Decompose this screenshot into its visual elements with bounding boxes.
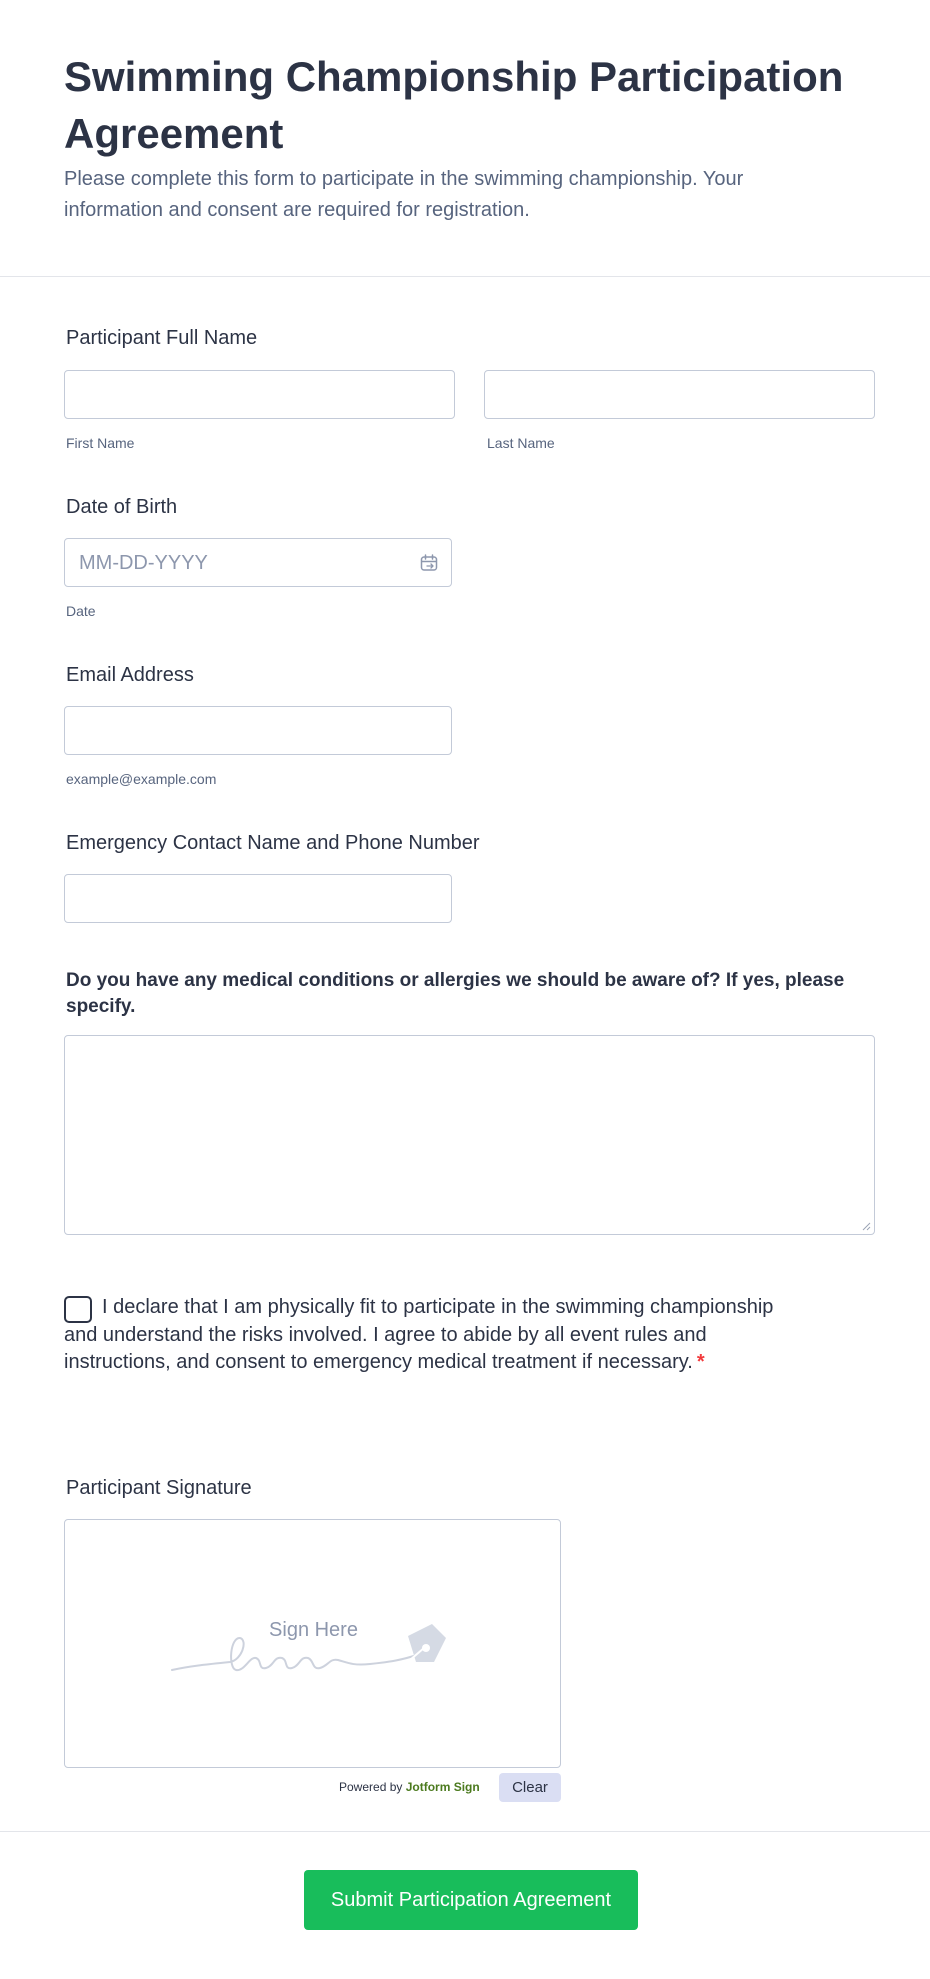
- declaration-text: [64, 1294, 804, 1377]
- first-name-input[interactable]: [64, 370, 455, 419]
- medical-conditions-textarea[interactable]: [64, 1035, 875, 1235]
- emergency-contact-input[interactable]: [64, 874, 452, 923]
- dob-sublabel: Date: [66, 603, 96, 619]
- signature-scribble-icon: [170, 1618, 460, 1698]
- last-name-sublabel: Last Name: [487, 435, 555, 451]
- required-asterisk: *: [696, 1351, 705, 1373]
- dob-input[interactable]: [64, 538, 452, 587]
- form-header: [0, 0, 930, 277]
- powered-by: [339, 1779, 480, 1795]
- pen-nib-icon: [408, 1624, 446, 1662]
- resize-handle-icon[interactable]: [861, 1221, 871, 1231]
- submit-button[interactable]: Submit Participation Agreement: [304, 1870, 638, 1930]
- page-title: Swimming Championship Participation Agreement: [64, 53, 844, 157]
- clear-signature-button[interactable]: Clear: [499, 1773, 561, 1802]
- sign-here-placeholder: Sign Here: [269, 1619, 358, 1641]
- email-sublabel: example@example.com: [66, 771, 217, 787]
- email-input[interactable]: [64, 706, 452, 755]
- jotform-sign-brand: Jotform Sign: [405, 1780, 480, 1794]
- emergency-contact-label: Emergency Contact Name and Phone Number: [66, 832, 480, 854]
- powered-by-text: Powered by: [339, 1780, 403, 1794]
- page-subtitle: Please complete this form to participate in the swimming championship. Your information and consent are required for registration.: [64, 168, 744, 221]
- first-name-sublabel: First Name: [66, 435, 135, 451]
- signature-label: Participant Signature: [66, 1477, 252, 1499]
- dob-label: Date of Birth: [66, 496, 178, 518]
- medical-conditions-label: Do you have any medical conditions or allergies we should be aware of? If yes, please specify.: [66, 970, 845, 1017]
- dob-placeholder: MM-DD-YYYY: [79, 552, 208, 574]
- calendar-icon[interactable]: [420, 554, 438, 572]
- signature-pad[interactable]: [64, 1519, 561, 1768]
- declaration-label: I declare that I am physically fit to participate in the swimming championship and understand the risks involved. I agree to abide by all event rules and instructions, and consent to emergency medical treatment if necessary.: [64, 1296, 774, 1373]
- email-label: Email Address: [66, 664, 194, 686]
- full-name-label: Participant Full Name: [66, 327, 258, 349]
- last-name-input[interactable]: [484, 370, 875, 419]
- footer-divider: [0, 1831, 930, 1832]
